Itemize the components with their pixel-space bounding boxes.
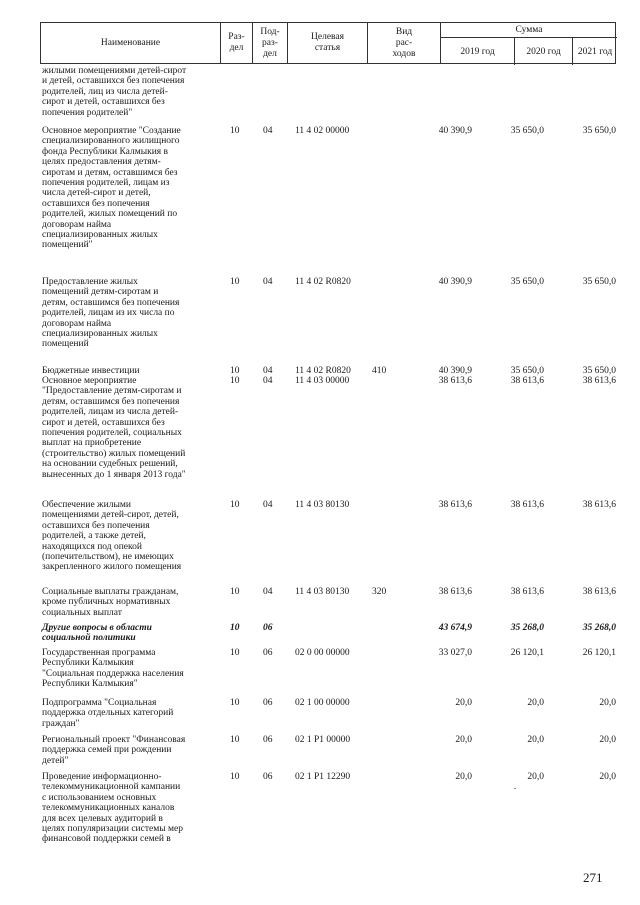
header-name: Наименование xyxy=(41,23,221,63)
row-csr: 02 0 00 00000 xyxy=(295,648,350,658)
row-csr: 11 4 02 R0820 xyxy=(295,277,351,287)
row-name: Другие вопросы в области социальной политики xyxy=(42,623,152,644)
row-podrazdel: 06 xyxy=(263,648,273,658)
row-podrazdel: 06 xyxy=(263,735,273,745)
row-2020: 20,0 xyxy=(527,698,544,708)
row-name: Социальные выплаты гражданам, кроме публичных нормативных социальных выплат xyxy=(42,587,179,618)
header-year-2020: 2020 год xyxy=(515,38,573,65)
row-podrazdel: 06 xyxy=(263,772,273,782)
row-name: жилыми помещениями детей-сирот и детей, оставшихся без попечения родителей, лиц из числа детей- сирот и детей, оставшихся без попечения родителей" xyxy=(42,66,187,118)
scan-speck xyxy=(514,788,516,789)
row-podrazdel: 04 xyxy=(263,277,273,287)
row-name: Государственная программа Республики Калмыкия "Социальная поддержка населения Республики Калмыкия" xyxy=(42,648,184,690)
row-podrazdel: 04 xyxy=(263,587,273,597)
row-2021: 35 268,0 xyxy=(582,623,616,633)
row-2021: 20,0 xyxy=(599,735,616,745)
row-csr: 11 4 03 00000 xyxy=(295,376,350,386)
row-2019: 38 613,6 xyxy=(438,587,472,597)
row-2020: 38 613,6 xyxy=(510,500,544,510)
row-2021: 26 120,1 xyxy=(582,648,616,658)
row-podrazdel: 06 xyxy=(263,623,273,633)
row-2019: 20,0 xyxy=(455,698,472,708)
row-podrazdel: 04 xyxy=(263,366,273,376)
row-razdel: 10 xyxy=(230,772,240,782)
row-csr: 11 4 02 00000 xyxy=(295,126,350,136)
row-2019: 40 390,9 xyxy=(438,277,472,287)
row-2020: 35 650,0 xyxy=(510,277,544,287)
header-year-2021: 2021 год xyxy=(577,46,613,57)
row-name: Подпрограмма "Социальная поддержка отдельных категорий граждан" xyxy=(42,698,174,729)
row-2019: 38 613,6 xyxy=(438,500,472,510)
row-name: Проведение информационно- телекоммуникационной кампании с использованием основных телекоммуникационных каналов для всех целевых аудиторий в целях популяризации системы мер финансовой поддержки семей в xyxy=(42,772,183,845)
row-2021: 38 613,6 xyxy=(582,587,616,597)
header-csr: Целевая статья xyxy=(288,23,368,63)
row-podrazdel: 04 xyxy=(263,500,273,510)
header-podrazdel: Под- раз- дел xyxy=(253,23,288,63)
row-csr: 11 4 03 80130 xyxy=(295,587,350,597)
row-2019: 38 613,6 xyxy=(438,376,472,386)
header-sum: Сумма xyxy=(441,23,617,38)
row-csr: 11 4 02 R0820 xyxy=(295,366,351,376)
row-2021: 38 613,6 xyxy=(582,500,616,510)
row-name: Бюджетные инвестиции xyxy=(42,366,140,376)
row-razdel: 10 xyxy=(230,587,240,597)
row-vr: 410 xyxy=(372,366,387,376)
row-2020: 35 650,0 xyxy=(510,366,544,376)
row-csr: 02 1 P1 00000 xyxy=(295,735,351,745)
row-2019: 40 390,9 xyxy=(438,366,472,376)
row-2020: 38 613,6 xyxy=(510,587,544,597)
row-2019: 20,0 xyxy=(455,772,472,782)
row-2020: 26 120,1 xyxy=(510,648,544,658)
row-2019: 33 027,0 xyxy=(438,648,472,658)
row-csr: 11 4 03 80130 xyxy=(295,500,350,510)
row-2020: 35 268,0 xyxy=(510,623,544,633)
row-2020: 35 650,0 xyxy=(510,126,544,136)
row-2019: 20,0 xyxy=(455,735,472,745)
row-razdel: 10 xyxy=(230,500,240,510)
row-2021: 35 650,0 xyxy=(582,366,616,376)
row-2019: 43 674,9 xyxy=(438,623,472,633)
row-name: Основное мероприятие "Создание специализированного жилищного фонда Республики Калмыкия в целях предоставления детям- сиротам и детям, оставшимся без попечения родителей, лицам из числа детей-сирот и детей, оставшихся без попечения родителей, жилых помещений по договорам найма специализированных жилых помещений" xyxy=(42,126,181,251)
row-name: Региональный проект "Финансовая поддержка семей при рождении детей" xyxy=(42,735,186,766)
page-number: 271 xyxy=(583,870,603,885)
row-vr: 320 xyxy=(372,587,387,597)
row-2019: 40 390,9 xyxy=(438,126,472,136)
row-razdel: 10 xyxy=(230,376,240,386)
row-podrazdel: 04 xyxy=(263,126,273,136)
row-2021: 35 650,0 xyxy=(582,277,616,287)
row-razdel: 10 xyxy=(230,623,240,633)
row-podrazdel: 06 xyxy=(263,698,273,708)
row-csr: 02 1 P1 12290 xyxy=(295,772,351,782)
row-2021: 38 613,6 xyxy=(582,376,616,386)
row-2021: 35 650,0 xyxy=(582,126,616,136)
row-razdel: 10 xyxy=(230,698,240,708)
row-razdel: 10 xyxy=(230,648,240,658)
row-2020: 38 613,6 xyxy=(510,376,544,386)
header-vr: Вид рас- ходов xyxy=(368,23,441,63)
row-csr: 02 1 00 00000 xyxy=(295,698,350,708)
row-name: Обеспечение жилыми помещениями детей-сирот, детей, оставшихся без попечения родителей, а также детей, находящихся под опекой (попечительством), не имеющих закрепленного жилого помещения xyxy=(42,500,182,573)
header-year-2019: 2019 год xyxy=(441,38,515,65)
row-2020: 20,0 xyxy=(527,772,544,782)
row-razdel: 10 xyxy=(230,126,240,136)
row-2021: 20,0 xyxy=(599,698,616,708)
row-razdel: 10 xyxy=(230,735,240,745)
row-name: Предоставление жилых помещений детям-сиротам и детям, оставшимся без попечения родителей, лицам из их числа по договорам найма специализированных жилых помещений xyxy=(42,277,180,350)
row-razdel: 10 xyxy=(230,277,240,287)
row-2021: 20,0 xyxy=(599,772,616,782)
row-razdel: 10 xyxy=(230,366,240,376)
row-podrazdel: 04 xyxy=(263,376,273,386)
table-header xyxy=(40,22,616,64)
row-name: Основное мероприятие "Предоставление детям-сиротам и детям, оставшимся без попечения родителей, лицам из числа детей- сирот и детей, оставшихся без попечения родителей, социальных выплат на приобретение (строительство) жилых помещений на основании судебных решений, вынесенных до 1 января 2013 года" xyxy=(42,376,186,480)
row-2020: 20,0 xyxy=(527,735,544,745)
header-razdel: Раз- дел xyxy=(221,23,253,63)
